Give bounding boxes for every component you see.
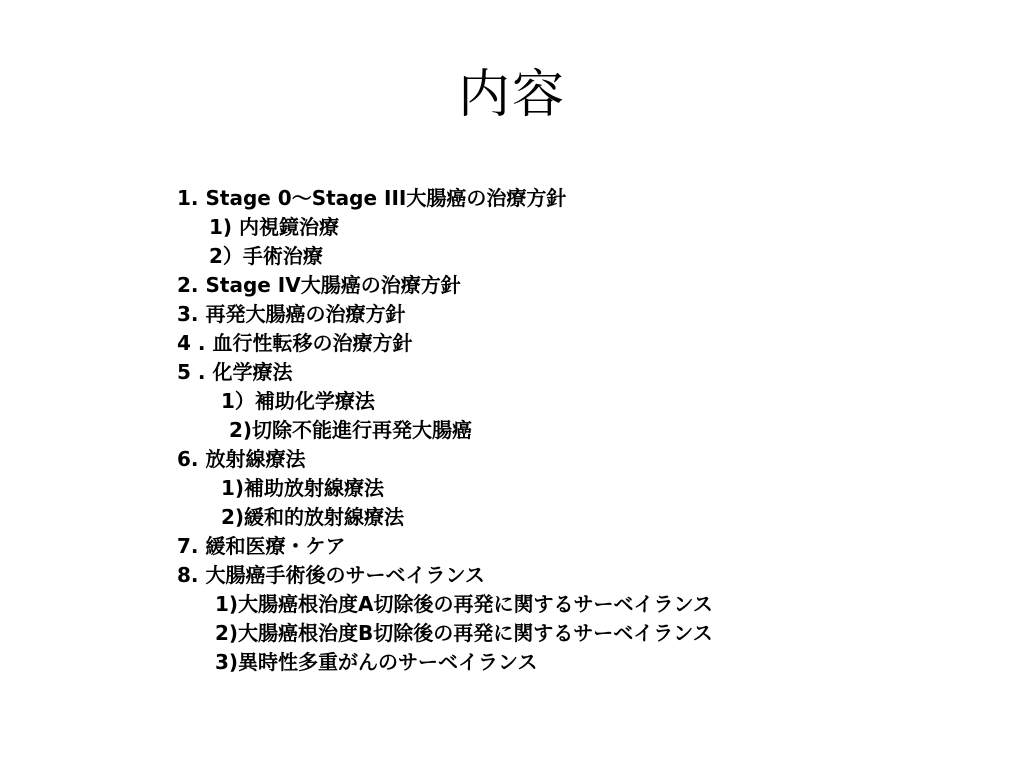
toc-subitem: 2)大腸癌根治度B切除後の再発に関するサーベイランス [215,621,713,645]
toc-subitem: 1)補助放射線療法 [221,476,385,500]
toc-item: 5 . 化学療法 [177,360,293,384]
toc-subitem: 1) 内視鏡治療 [209,215,340,239]
toc-item: 1. Stage 0～Stage III大腸癌の治療方針 [177,186,567,210]
toc-item: 4 . 血行性転移の治療方針 [177,331,413,355]
toc-subitem: 3)異時性多重がんのサーベイランス [215,650,538,674]
toc-subitem: 2)切除不能進行再発大腸癌 [229,418,473,442]
toc-subitem: 1)大腸癌根治度A切除後の再発に関するサーベイランス [215,592,713,616]
toc-subitem: 2)緩和的放射線療法 [221,505,405,529]
toc-subitem: 1）補助化学療法 [221,389,375,413]
slide-title: 内容 [457,65,566,125]
toc-item: 7. 緩和医療・ケア [177,534,346,558]
table-of-contents [177,184,977,677]
toc-item: 2. Stage IV大腸癌の治療方針 [177,273,461,297]
toc-item: 8. 大腸癌手術後のサーベイランス [177,563,485,587]
toc-item: 6. 放射線療法 [177,447,306,471]
toc-subitem: 2）手術治療 [209,244,323,268]
toc-item: 3. 再発大腸癌の治療方針 [177,302,406,326]
